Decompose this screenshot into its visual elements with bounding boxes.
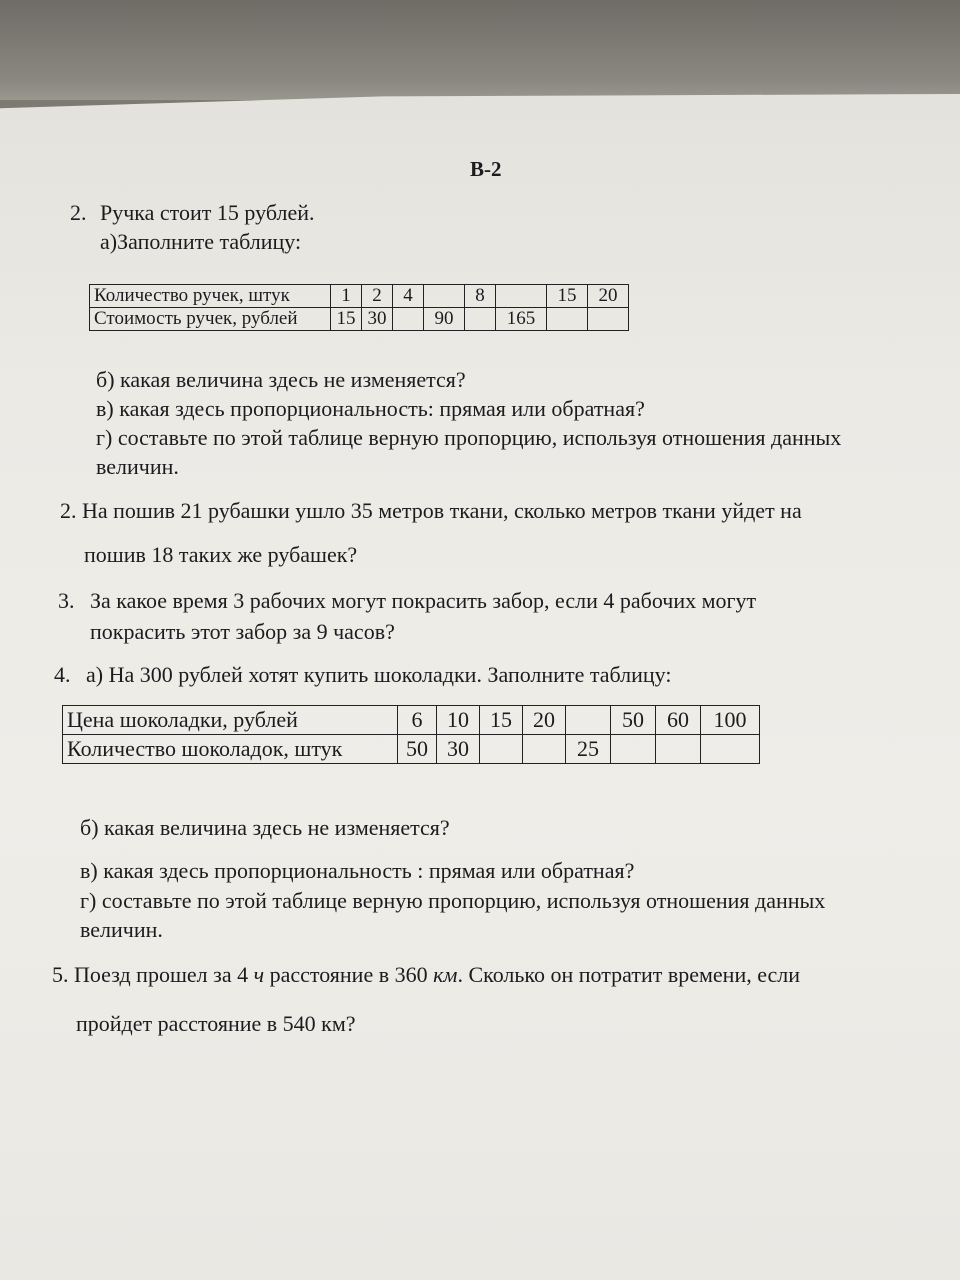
table-cell (424, 285, 465, 308)
q2-line1: 2. На пошив 21 рубашки ушло 35 метров ткани, сколько метров ткани уйдет на (60, 498, 802, 523)
table-cell: 8 (465, 285, 496, 308)
table-cell: 20 (523, 706, 566, 735)
table-cell: 30 (437, 735, 480, 764)
q4-part-b: б) какая величина здесь не изменяется? (80, 815, 450, 840)
table-cell: 30 (362, 308, 393, 331)
table-cell (588, 308, 629, 331)
q4-part-g-line1: г) составьте по этой таблице верную пропорцию, используя отношения данных (80, 888, 826, 913)
q5-unit-km: км (433, 962, 458, 987)
row-label: Количество шоколадок, штук (63, 735, 398, 764)
q1-text: Ручка стоит 15 рублей. (100, 200, 315, 225)
q3-number: 3. (58, 588, 75, 613)
table-cell: 4 (393, 285, 424, 308)
table-cell: 50 (611, 706, 656, 735)
table-cell: 90 (424, 308, 465, 331)
table-cell: 1 (331, 285, 362, 308)
q3-line1: За какое время 3 рабочих могут покрасить забор, если 4 рабочих могут (90, 588, 757, 613)
table-row (90, 285, 629, 308)
q1-part-g-line2: величин. (96, 454, 179, 479)
q5-line1 (52, 962, 800, 988)
q5-text-suffix: . Сколько он потратит времени, если (457, 962, 801, 987)
q1-part-g-line1: г) составьте по этой таблице верную пропорцию, используя отношения данных (96, 425, 842, 450)
table-cell: 100 (701, 706, 760, 735)
row-label: Стоимость ручек, рублей (90, 308, 331, 331)
table-cell: 15 (331, 308, 362, 331)
q4-number: 4. (54, 662, 71, 687)
table-cell (496, 285, 547, 308)
table-row (63, 706, 760, 735)
q1-pens-table (89, 284, 629, 331)
table-cell (465, 308, 496, 331)
q5-unit-hours: ч (253, 962, 265, 987)
q1-part-a: а)Заполните таблицу: (100, 229, 302, 254)
table-cell: 6 (398, 706, 437, 735)
q1-part-v: в) какая здесь пропорциональность: прямая или обратная? (96, 396, 645, 421)
q1-number: 2. (70, 200, 87, 225)
table-cell: 15 (480, 706, 523, 735)
q4-chocolate-table (62, 705, 760, 764)
q1-part-b: б) какая величина здесь не изменяется? (96, 367, 466, 392)
q5-text-prefix: 5. Поезд прошел за 4 (52, 962, 254, 987)
table-cell (523, 735, 566, 764)
q2-line2: пошив 18 таких же рубашек? (84, 542, 358, 567)
table-row (63, 735, 760, 764)
row-label: Цена шоколадки, рублей (63, 706, 398, 735)
table-cell: 165 (496, 308, 547, 331)
table-cell (611, 735, 656, 764)
q4-part-g-line2: величин. (80, 917, 163, 942)
table-cell (393, 308, 424, 331)
table-row (90, 308, 629, 331)
background-desk (0, 0, 960, 100)
q3-line2: покрасить этот забор за 9 часов? (90, 619, 395, 644)
table-cell (566, 706, 611, 735)
table-cell: 20 (588, 285, 629, 308)
table-cell: 50 (398, 735, 437, 764)
q4-part-v: в) какая здесь пропорциональность : прямая или обратная? (80, 858, 635, 883)
variant-title: В-2 (470, 157, 502, 181)
table-cell: 60 (656, 706, 701, 735)
row-label: Количество ручек, штук (90, 285, 331, 308)
table-cell: 15 (547, 285, 588, 308)
q5-text-mid: расстояние в 360 (264, 962, 434, 987)
q4-part-a: а) На 300 рублей хотят купить шоколадки. Заполните таблицу: (86, 662, 672, 687)
table-cell: 10 (437, 706, 480, 735)
table-cell (547, 308, 588, 331)
table-cell (656, 735, 701, 764)
table-cell: 2 (362, 285, 393, 308)
table-cell (701, 735, 760, 764)
table-cell (480, 735, 523, 764)
q5-line2: пройдет расстояние в 540 км? (76, 1011, 356, 1036)
table-cell: 25 (566, 735, 611, 764)
